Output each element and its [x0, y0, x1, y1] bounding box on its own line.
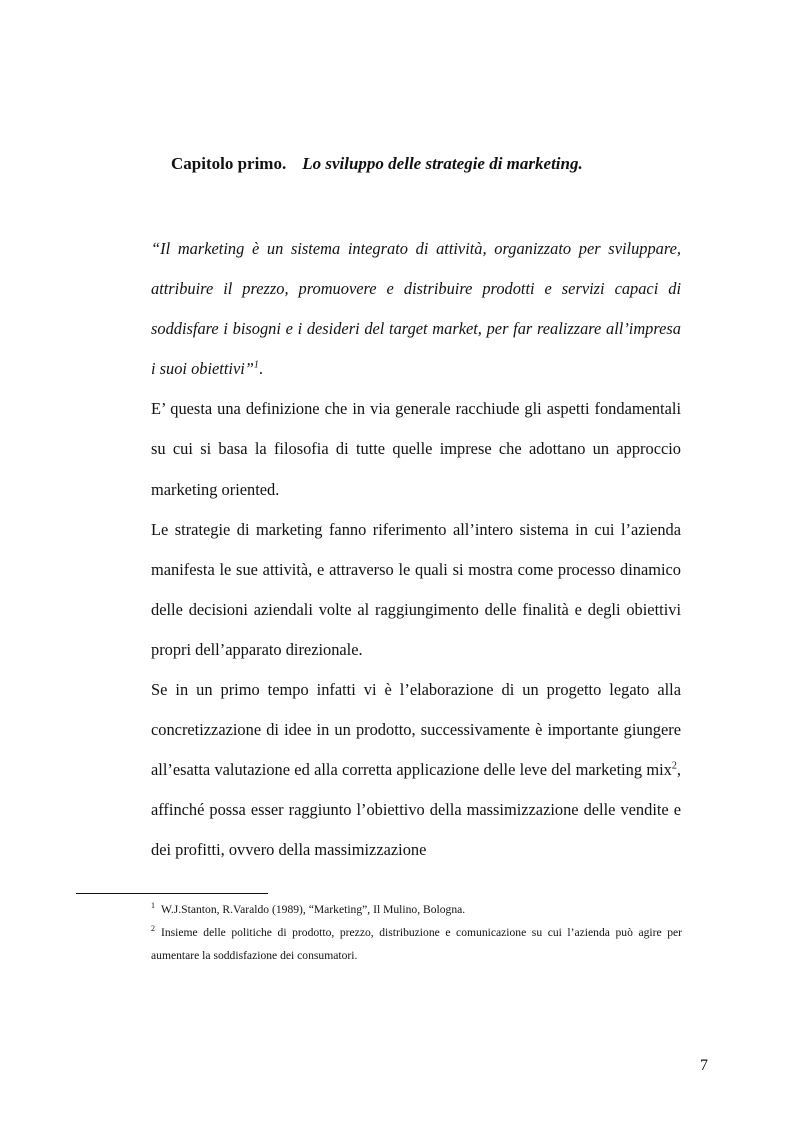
chapter-subtitle: Lo sviluppo delle strategie di marketing.	[302, 154, 583, 173]
paragraph-3-part-1: Se in un primo tempo infatti vi è l’elaborazione di un progetto legato alla concretizzazione di idee in un prodotto, successivamente è importante giungere all’esatta valutazione ed alla corretta applicazione delle leve del marketing mix	[151, 680, 681, 780]
page-number: 7	[700, 1057, 708, 1074]
paragraph-1: E’ questa una definizione che in via generale racchiude gli aspetti fondamentali su cui si basa la filosofia di tutte quelle imprese che adottano un approccio marketing oriented.	[151, 399, 681, 499]
chapter-label: Capitolo primo.	[171, 154, 287, 173]
footnote-ref-2: 2	[671, 760, 677, 772]
paragraph-3-part-2: , affinché possa esser raggiunto l’obiettivo della massimizzazione delle vendite e dei profitti, ovvero della massimizzazione	[151, 760, 681, 860]
footnote-separator	[76, 893, 268, 894]
paragraph-3	[151, 670, 681, 870]
quote-text: “Il marketing è un sistema integrato di attività, organizzato per sviluppare, attribuire il prezzo, promuovere e distribuire prodotti e servizi capaci di soddisfare i bisogni e i desideri del target market, per far realizzare all’impresa i suoi obiettivi”	[151, 239, 681, 379]
footnote-2	[151, 921, 682, 967]
footnote-2-text: Insieme delle politiche di prodotto, prezzo, distribuzione e comunicazione su cui l’azienda può agire per aumentare la soddisfazione dei consumatori.	[151, 926, 682, 962]
footnote-2-number: 2	[151, 924, 155, 934]
chapter-title	[171, 150, 731, 178]
paragraph-2: Le strategie di marketing fanno riferimento all’intero sistema in cui l’azienda manifesta le sue attività, e attraverso le quali si mostra come processo dinamico delle decisioni aziendali volte al raggiungimento delle finalità e degli obiettivi propri dell’apparato direzionale.	[151, 519, 681, 659]
body-text	[151, 229, 681, 871]
definition-quote	[151, 229, 681, 389]
footnote-ref-1: 1	[253, 359, 259, 371]
quote-end: .	[258, 359, 264, 379]
footnote-1-number: 1	[151, 901, 155, 911]
footnotes	[151, 898, 682, 967]
footnote-1	[151, 898, 682, 921]
footnote-1-text: W.J.Stanton, R.Varaldo (1989), “Marketing”, Il Mulino, Bologna.	[161, 903, 466, 916]
